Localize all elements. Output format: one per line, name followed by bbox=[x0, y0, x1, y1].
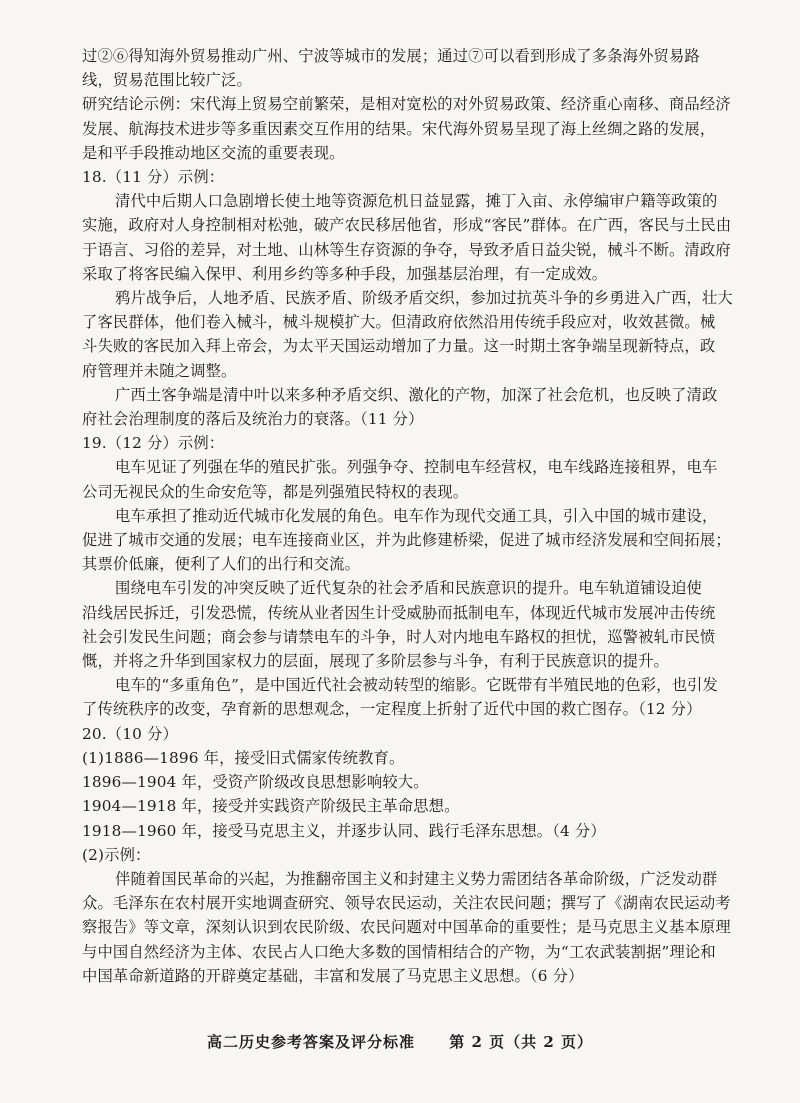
text-line: 电车承担了推动近代城市化发展的角色。电车作为现代交通工具，引入中国的城市建设， bbox=[115, 506, 718, 525]
text-line: 研究结论示例：宋代海上贸易空前繁荣，是相对宽松的对外贸易政策、经济重心南移、商品经济 bbox=[82, 95, 731, 114]
text-line: 了客民群体，他们卷入械斗，械斗规模扩大。但清政府依然沿用传统手段应对，收效甚微。械 bbox=[82, 313, 716, 332]
text-line: 清代中后期人口急剧增长使土地等资源危机日益显露，摊丁入亩、永停编审户籍等政策的 bbox=[115, 192, 718, 211]
text-line: 1896—1904 年，受资产阶级改良思想影响较大。 bbox=[82, 773, 429, 792]
text-line: 线，贸易范围比较广泛。 bbox=[82, 71, 252, 90]
text-line: 实施，政府对人身控制相对松弛，破产农民移居他省，形成“客民”群体。在广西，客民与土民由 bbox=[82, 216, 732, 235]
text-line: 电车的“多重角色”，是中国近代社会被动转型的缩影。它既带有半殖民地的色彩，也引发 bbox=[115, 676, 718, 695]
text-line: 公司无视民众的生命安危等，都是列强殖民特权的表现。 bbox=[82, 482, 469, 501]
text-line: 察报告》等文章，深刻认识到农民阶级、农民问题对中国革命的重要性；是马克思主义基本原理 bbox=[82, 918, 731, 937]
text-line: 促进了城市交通的发展；电车连接商业区，并为此修建桥梁，促进了城市经济发展和空间拓展； bbox=[82, 531, 731, 550]
text-line: 斗失败的客民加入拜上帝会，为太平天国运动增加了力量。这一时期土客争端呈现新特点，政 bbox=[82, 337, 716, 356]
text-line: 广西土客争端是清中叶以来多种矛盾交织、激化的产物，加深了社会危机，也反映了清政 bbox=[115, 385, 718, 404]
text-line: 围绕电车引发的冲突反映了近代复杂的社会矛盾和民族意识的提升。电车轨道铺设迫使 bbox=[115, 579, 702, 598]
text-line: 19.（12 分）示例： bbox=[82, 434, 225, 453]
text-line: 18.（11 分）示例： bbox=[82, 168, 225, 187]
answer-text-body bbox=[82, 44, 733, 988]
text-line: 社会引发民生问题；商会参与请禁电车的斗争，时人对内地电车路权的担忧，巡警被轧市民愤 bbox=[82, 627, 716, 646]
text-line: 伴随着国民革命的兴起，为推翻帝国主义和封建主义势力需团结各革命阶级，广泛发动群 bbox=[115, 869, 718, 888]
text-line: 过②⑥得知海外贸易推动广州、宁波等城市的发展；通过⑦可以看到形成了多条海外贸易路 bbox=[82, 47, 700, 65]
page-footer bbox=[0, 1031, 800, 1052]
text-line: 了传统秩序的改变，孕育新的思想观念，一定程度上折射了近代中国的救亡图存。（12 分） bbox=[82, 700, 702, 719]
text-line: 与中国自然经济为主体、农民占人口绝大多数的国情相结合的产物，为“工农武装割据”理论和 bbox=[82, 942, 716, 961]
text-line: 中国革命新道路的开辟奠定基础，丰富和发展了马克思主义思想。（6 分） bbox=[82, 966, 584, 985]
text-line: 1918—1960 年，接受马克思主义，并逐步认同、践行毛泽东思想。（4 分） bbox=[82, 821, 606, 840]
text-line: 鸦片战争后，人地矛盾、民族矛盾、阶级矛盾交织，参加过抗英斗争的乡勇进入广西，壮大 bbox=[115, 289, 733, 308]
text-line: 发展、航海技术进步等多重因素交互作用的结果。宋代海外贸易呈现了海上丝绸之路的发展， bbox=[82, 119, 716, 138]
text-line: 于语言、习俗的差异，对土地、山林等生存资源的争夺，导致矛盾日益尖锐，械斗不断。清政府 bbox=[82, 240, 731, 259]
text-line: 电车见证了列强在华的殖民扩张。列强争夺、控制电车经营权，电车线路连接租界，电车 bbox=[115, 458, 718, 477]
text-line: 府管理并未随之调整。 bbox=[82, 361, 237, 380]
text-line: 其票价低廉，便利了人们的出行和交流。 bbox=[82, 555, 361, 574]
footer-title: 高二历史参考答案及评分标准 bbox=[206, 1033, 415, 1051]
text-line: (1)1886—1896 年，接受旧式儒家传统教育。 bbox=[82, 748, 405, 767]
text-line: 采取了将客民编入保甲、利用乡约等多种手段，加强基层治理，有一定成效。 bbox=[82, 264, 608, 283]
text-line: 是和平手段推动地区交流的重要表现。 bbox=[82, 143, 345, 162]
text-line: 府社会治理制度的落后及统治力的衰落。（11 分） bbox=[82, 410, 424, 429]
text-line: 1904—1918 年，接受并实践资产阶级民主革命思想。 bbox=[82, 797, 460, 816]
text-line: 20.（10 分） bbox=[82, 724, 178, 743]
footer-page-number: 第 2 页（共 2 页） bbox=[449, 1033, 593, 1051]
text-line: 沿线居民拆迁，引发恐慌，传统从业者因生计受威胁而抵制电车，体现近代城市发展冲击传统 bbox=[82, 603, 716, 622]
text-line: 众。毛泽东在农村展开实地调查研究、领导农民运动，关注农民问题；撰写了《湖南农民运动考 bbox=[82, 894, 731, 913]
text-line: (2)示例： bbox=[82, 845, 151, 864]
text-line: 慨，并将之升华到国家权力的层面，展现了多阶层参与斗争，有利于民族意识的提升。 bbox=[82, 652, 669, 671]
